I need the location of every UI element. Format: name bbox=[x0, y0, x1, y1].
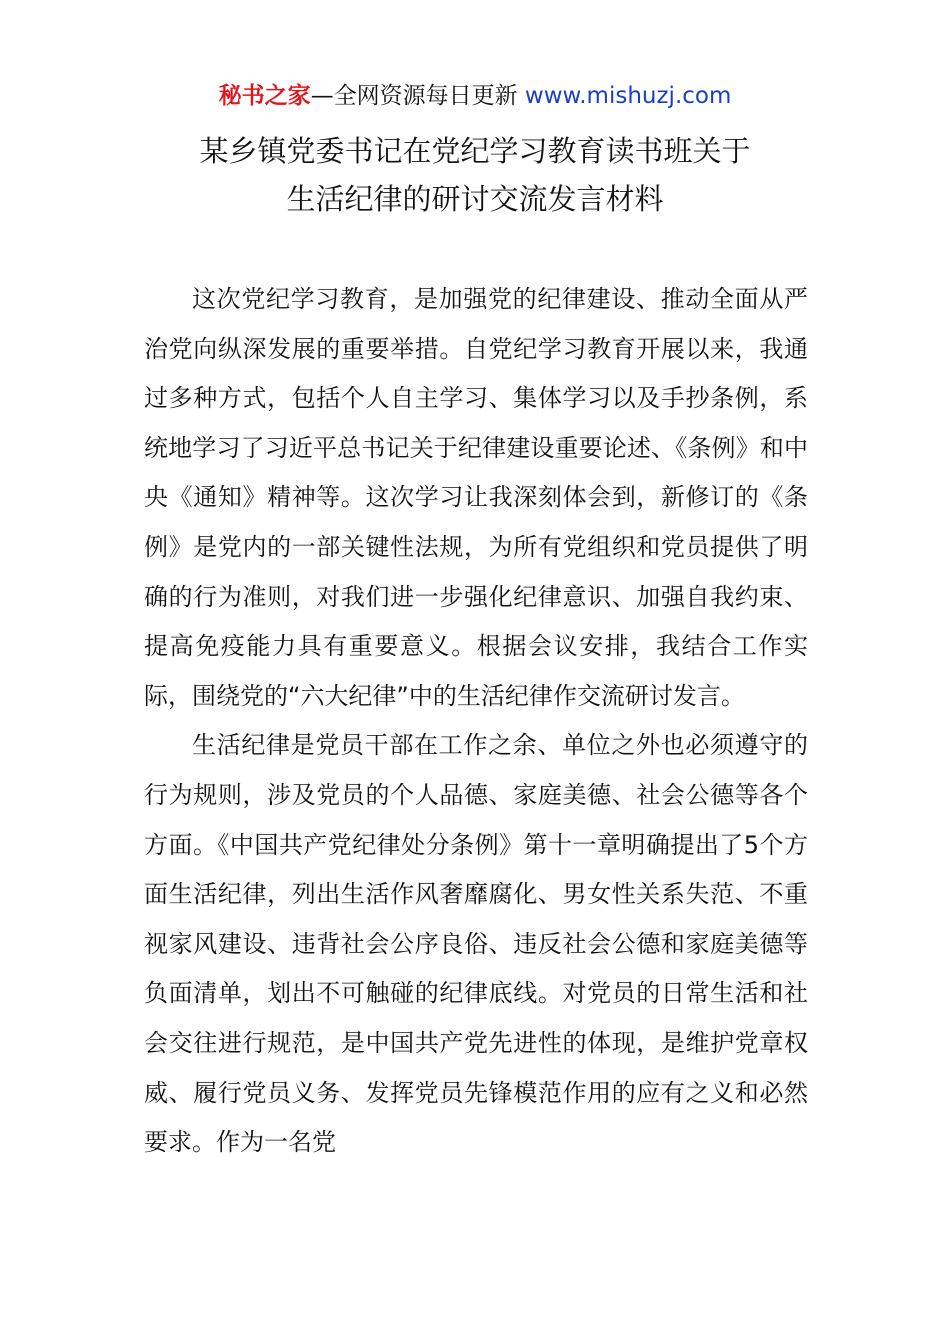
title-line-2: 生活纪律的研讨交流发言材料 bbox=[286, 182, 664, 216]
title-line-1: 某乡镇党委书记在党纪学习教育读书班关于 bbox=[199, 134, 751, 168]
paragraph-2: 生活纪律是党员干部在工作之余、单位之外也必须遵守的行为规则，涉及党员的个人品德、家庭美德、社会公德等各个方面。《中国共产党纪律处分条例》第十一章明确提出了5个方面生活纪律，列出生活作风奢靡腐化、男女性关系失范、不重视家风建设、违背社会公序良俗、违反社会公德和家庭美德等负面清单，划出不可触碰的纪律底线。对党员的日常生活和社会交往进行规范，是中国共产党先进性的体现，是维护党章权威、履行党员义务、发挥党员先锋模范作用的应有之义和必然要求。作为一名党 bbox=[144, 731, 808, 1157]
document-title bbox=[0, 127, 950, 223]
document-body bbox=[144, 275, 808, 1168]
paragraph-1: 这次党纪学习教育，是加强党的纪律建设、推动全面从严治党向纵深发展的重要举措。自党纪学习教育开展以来，我通过多种方式，包括个人自主学习、集体学习以及手抄条例，系统地学习了习近平总书记关于纪律建设重要论述、《条例》和中央《通知》精神等。这次学习让我深刻体会到，新修订的《条例》是党内的一部关键性法规，为所有党组织和党员提供了明确的行为准则，对我们进一步强化纪律意识、加强自我约束、提高免疫能力具有重要意义。根据会议安排，我结合工作实际，围绕党的“六大纪律”中的生活纪律作交流研讨发言。 bbox=[144, 285, 808, 710]
site-header bbox=[0, 80, 950, 112]
site-tagline: —全网资源每日更新 bbox=[310, 83, 525, 109]
brand-name: 秘书之家 bbox=[218, 83, 311, 109]
site-url-link[interactable]: www.mishuzj.com bbox=[524, 83, 732, 109]
